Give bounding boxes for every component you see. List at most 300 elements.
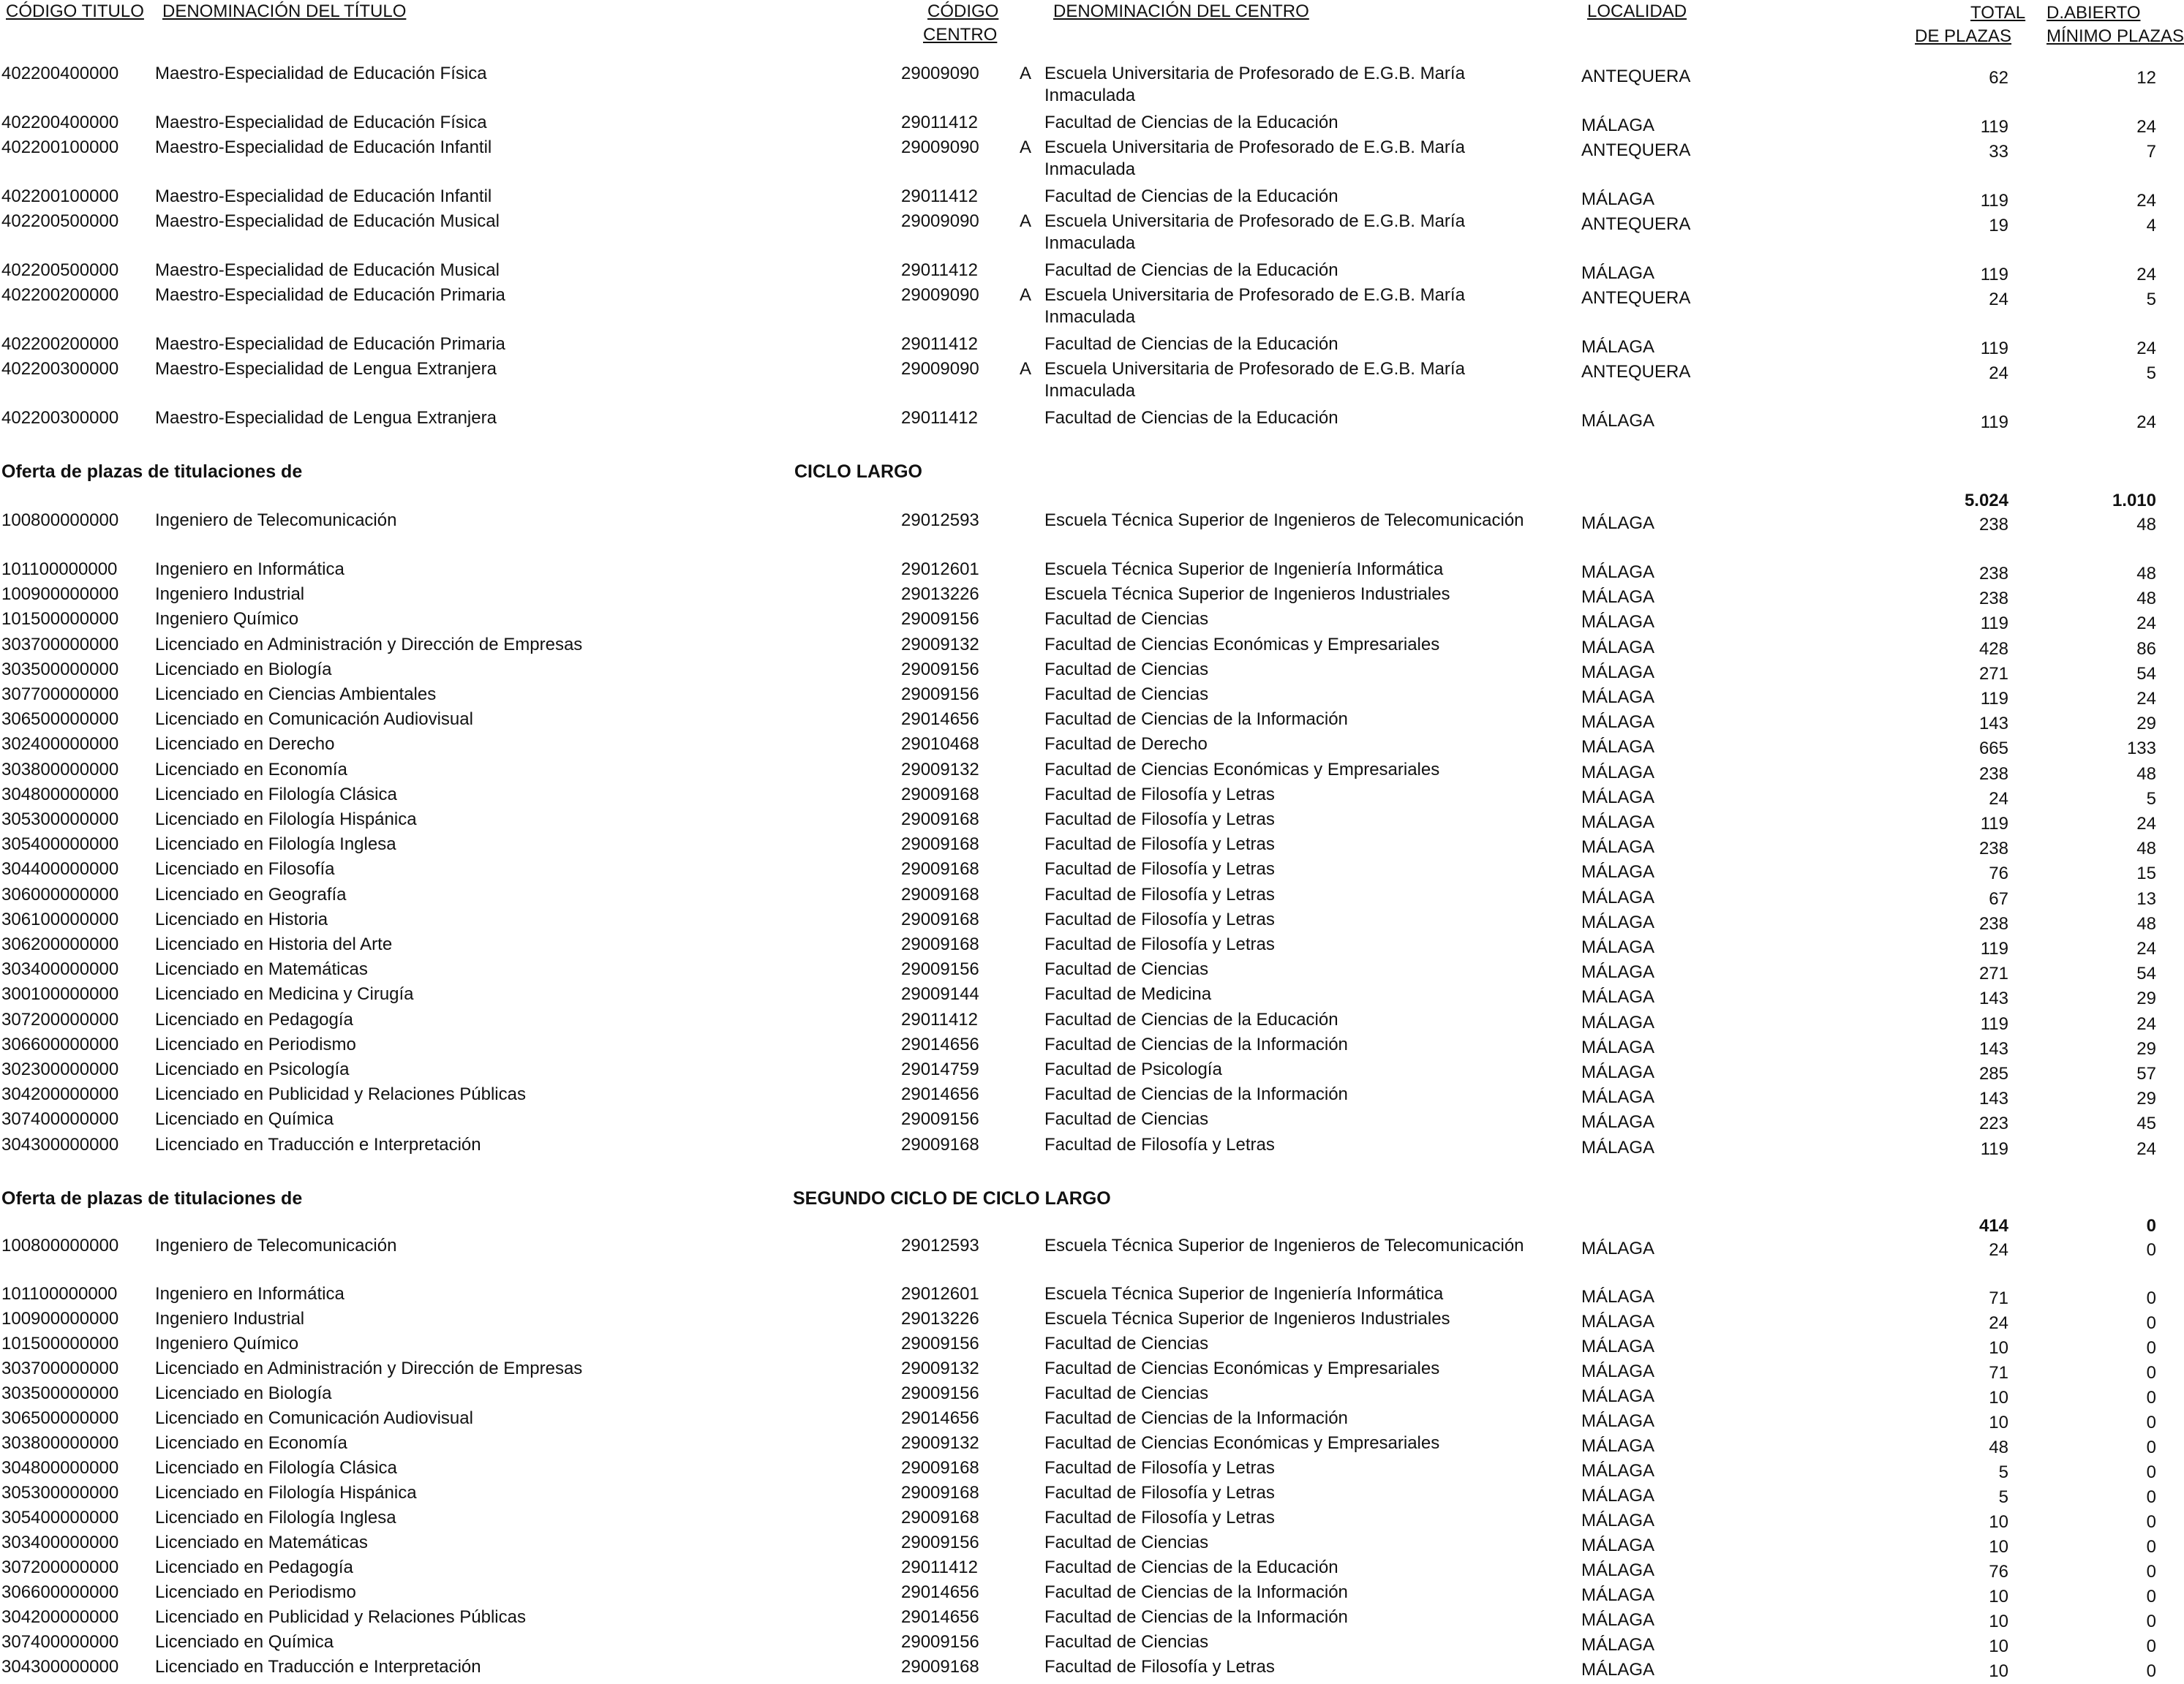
row-codigo-titulo: 402200300000 <box>1 359 119 379</box>
row-minimo-plazas: 0 <box>2146 1537 2156 1557</box>
row-total-plazas: 285 <box>1978 1064 2008 1084</box>
row-codigo-centro: 29011412 <box>901 186 978 206</box>
row-minimo-plazas: 13 <box>2136 888 2156 909</box>
row-denominacion-titulo: Licenciado en Filosofía <box>155 859 335 880</box>
row-codigo-centro: 29009090 <box>901 137 979 157</box>
row-denominacion-centro: Escuela Técnica Superior de Ingenieros de Telecomunicación <box>1044 510 1524 530</box>
row-minimo-plazas: 0 <box>2146 1562 2156 1582</box>
row-codigo-centro: 29012593 <box>901 1236 979 1256</box>
row-minimo-plazas: 29 <box>2136 1089 2156 1109</box>
row-minimo-plazas: 24 <box>2136 412 2156 432</box>
row-codigo-centro: 29014656 <box>901 1582 979 1602</box>
row-denominacion-titulo: Maestro-Especialidad de Educación Primaria <box>155 285 505 305</box>
header-dabierto-line1: D.ABIERTO <box>2046 3 2141 23</box>
row-minimo-plazas: 5 <box>2146 788 2156 809</box>
section-3-minimo-sum: 0 <box>2146 1216 2156 1236</box>
row-codigo-centro: 29009090 <box>901 359 979 379</box>
row-total-plazas: 10 <box>1989 1388 2008 1408</box>
row-denominacion-titulo: Licenciado en Publicidad y Relaciones Públicas <box>155 1607 526 1627</box>
row-codigo-titulo: 402200400000 <box>1 64 119 83</box>
row-denominacion-titulo: Licenciado en Traducción e Interpretación <box>155 1657 481 1677</box>
row-denominacion-centro: Escuela Técnica Superior de Ingeniería Informática <box>1044 1284 1444 1304</box>
row-total-plazas: 238 <box>1978 763 2008 784</box>
row-localidad: MÁLAGA <box>1581 263 1655 283</box>
row-denominacion-centro: Facultad de Ciencias Económicas y Empresariales <box>1044 1433 1440 1453</box>
row-codigo-titulo: 304200000000 <box>1 1084 119 1105</box>
row-denominacion-titulo: Licenciado en Biología <box>155 659 332 679</box>
row-codigo-titulo: 100900000000 <box>1 1309 119 1329</box>
row-codigo-titulo: 402200500000 <box>1 260 119 280</box>
section-3-type: SEGUNDO CICLO DE CICLO LARGO <box>793 1188 1111 1209</box>
row-minimo-plazas: 0 <box>2146 1636 2156 1656</box>
row-localidad: MÁLAGA <box>1581 1486 1655 1506</box>
row-codigo-centro: 29014656 <box>901 1607 979 1627</box>
row-codigo-titulo: 303700000000 <box>1 1359 119 1378</box>
row-total-plazas: 238 <box>1978 564 2008 584</box>
row-codigo-centro: 29014656 <box>901 709 979 730</box>
row-total-plazas: 143 <box>1978 1089 2008 1109</box>
row-total-plazas: 33 <box>1989 142 2008 162</box>
row-denominacion-titulo: Licenciado en Química <box>155 1632 334 1652</box>
row-codigo-titulo: 101100000000 <box>1 1284 118 1304</box>
row-denominacion-titulo: Maestro-Especialidad de Lengua Extranjera <box>155 359 497 379</box>
row-denominacion-titulo: Licenciado en Publicidad y Relaciones Públicas <box>155 1084 526 1105</box>
row-codigo-titulo: 305400000000 <box>1 834 119 855</box>
row-minimo-plazas: 54 <box>2136 663 2156 684</box>
row-codigo-centro: 29009156 <box>901 609 979 630</box>
row-denominacion-centro: Facultad de Ciencias de la Educación <box>1044 408 1338 428</box>
row-localidad: MÁLAGA <box>1581 1112 1655 1133</box>
row-denominacion-centro: Facultad de Filosofía y Letras <box>1044 1657 1275 1677</box>
row-minimo-plazas: 48 <box>2136 839 2156 859</box>
row-flag: A <box>1020 137 1032 157</box>
row-total-plazas: 10 <box>1989 1587 2008 1606</box>
row-denominacion-centro: Facultad de Ciencias de la Educación <box>1044 1557 1338 1577</box>
row-localidad: MÁLAGA <box>1581 1436 1655 1456</box>
row-denominacion-titulo: Licenciado en Traducción e Interpretación <box>155 1134 481 1155</box>
row-minimo-plazas: 54 <box>2136 964 2156 984</box>
row-minimo-plazas: 24 <box>2136 191 2156 211</box>
header-localidad: LOCALIDAD <box>1587 1 1687 21</box>
header-denominacion-titulo: DENOMINACIÓN DEL TÍTULO <box>162 1 407 21</box>
row-codigo-titulo: 306000000000 <box>1 884 119 905</box>
row-minimo-plazas: 0 <box>2146 1661 2156 1681</box>
row-denominacion-titulo: Licenciado en Derecho <box>155 734 335 755</box>
row-localidad: MÁLAGA <box>1581 1239 1655 1258</box>
row-denominacion-centro: Facultad de Ciencias <box>1044 959 1209 980</box>
row-codigo-titulo: 303800000000 <box>1 1433 119 1453</box>
row-denominacion-titulo: Maestro-Especialidad de Educación Musical <box>155 260 500 280</box>
row-minimo-plazas: 15 <box>2136 864 2156 884</box>
row-denominacion-titulo: Ingeniero de Telecomunicación <box>155 510 397 530</box>
row-denominacion-centro: Escuela Universitaria de Profesorado de E.G.B. María <box>1044 64 1465 83</box>
row-codigo-centro: 29010468 <box>901 734 979 755</box>
row-localidad: MÁLAGA <box>1581 1411 1655 1431</box>
row-codigo-centro: 29009156 <box>901 1334 979 1353</box>
row-total-plazas: 119 <box>1980 265 2008 284</box>
section-2-total-sum: 5.024 <box>1964 491 2008 510</box>
row-total-plazas: 67 <box>1989 888 2008 909</box>
row-denominacion-titulo: Licenciado en Periodismo <box>155 1034 356 1054</box>
row-minimo-plazas: 45 <box>2136 1114 2156 1134</box>
row-codigo-titulo: 303400000000 <box>1 1533 119 1552</box>
row-denominacion-titulo: Licenciado en Psicología <box>155 1060 350 1079</box>
row-codigo-titulo: 402200400000 <box>1 113 119 132</box>
row-localidad: MÁLAGA <box>1581 562 1655 582</box>
row-localidad: MÁLAGA <box>1581 587 1655 608</box>
row-denominacion-centro: Facultad de Ciencias <box>1044 609 1209 630</box>
row-localidad: MÁLAGA <box>1581 1287 1655 1307</box>
row-minimo-plazas: 24 <box>2136 613 2156 634</box>
row-total-plazas: 119 <box>1980 1139 2008 1159</box>
row-minimo-plazas: 48 <box>2136 763 2156 784</box>
row-codigo-titulo: 307400000000 <box>1 1109 119 1130</box>
row-denominacion-centro: Facultad de Filosofía y Letras <box>1044 1483 1275 1503</box>
row-localidad: ANTEQUERA <box>1581 288 1691 308</box>
row-total-plazas: 10 <box>1989 1413 2008 1432</box>
row-codigo-centro: 29009168 <box>901 1134 979 1155</box>
row-denominacion-titulo: Licenciado en Administración y Dirección de Empresas <box>155 634 583 654</box>
row-total-plazas: 24 <box>1989 1313 2008 1333</box>
row-codigo-centro: 29009168 <box>901 834 979 855</box>
row-denominacion-centro: Escuela Técnica Superior de Ingeniería Informática <box>1044 559 1444 579</box>
row-denominacion-titulo: Licenciado en Historia <box>155 909 328 929</box>
row-localidad: MÁLAGA <box>1581 687 1655 707</box>
row-codigo-centro: 29012593 <box>901 510 979 530</box>
row-codigo-centro: 29011412 <box>901 113 978 132</box>
row-denominacion-titulo: Licenciado en Economía <box>155 759 347 779</box>
row-localidad: MÁLAGA <box>1581 812 1655 832</box>
row-codigo-centro: 29014656 <box>901 1034 979 1054</box>
row-codigo-centro: 29009168 <box>901 1508 979 1528</box>
row-codigo-titulo: 302300000000 <box>1 1060 119 1079</box>
row-codigo-centro: 29009168 <box>901 1458 979 1478</box>
row-localidad: MÁLAGA <box>1581 1386 1655 1406</box>
header-codigo-centro-line1: CÓDIGO <box>927 1 999 21</box>
row-total-plazas: 5 <box>1998 1487 2008 1507</box>
row-denominacion-titulo: Ingeniero en Informática <box>155 559 344 579</box>
row-denominacion-titulo: Licenciado en Filología Clásica <box>155 784 397 804</box>
row-denominacion-centro: Facultad de Filosofía y Letras <box>1044 884 1275 905</box>
row-codigo-titulo: 307700000000 <box>1 684 119 704</box>
row-codigo-centro: 29009168 <box>901 809 979 829</box>
row-denominacion-titulo: Maestro-Especialidad de Educación Primaria <box>155 334 505 354</box>
row-minimo-plazas: 0 <box>2146 1288 2156 1308</box>
row-denominacion-centro: Facultad de Filosofía y Letras <box>1044 1508 1275 1528</box>
row-total-plazas: 143 <box>1978 1038 2008 1059</box>
row-total-plazas: 238 <box>1978 839 2008 859</box>
row-codigo-titulo: 306200000000 <box>1 934 119 954</box>
row-minimo-plazas: 0 <box>2146 1462 2156 1482</box>
row-denominacion-centro: Facultad de Ciencias <box>1044 1632 1209 1652</box>
row-codigo-titulo: 100800000000 <box>1 510 119 530</box>
row-codigo-titulo: 305300000000 <box>1 1483 119 1503</box>
row-codigo-titulo: 305300000000 <box>1 809 119 829</box>
row-denominacion-titulo: Licenciado en Matemáticas <box>155 959 368 980</box>
row-denominacion-centro: Escuela Universitaria de Profesorado de E.G.B. María <box>1044 211 1465 231</box>
row-codigo-centro: 29009132 <box>901 1433 979 1453</box>
row-codigo-titulo: 304300000000 <box>1 1657 119 1677</box>
section-2-type: CICLO LARGO <box>794 461 922 482</box>
row-codigo-centro: 29013226 <box>901 584 979 605</box>
row-codigo-centro: 29009156 <box>901 1109 979 1130</box>
row-total-plazas: 271 <box>1978 964 2008 984</box>
section-2-minimo-sum: 1.010 <box>2112 491 2156 510</box>
row-codigo-centro: 29009156 <box>901 659 979 679</box>
row-localidad: MÁLAGA <box>1581 1012 1655 1032</box>
row-denominacion-titulo: Ingeniero Industrial <box>155 584 305 605</box>
row-minimo-plazas: 4 <box>2146 216 2156 235</box>
row-denominacion-centro: Escuela Técnica Superior de Ingenieros de Telecomunicación <box>1044 1236 1524 1256</box>
section-3-total-sum: 414 <box>1978 1216 2008 1236</box>
row-localidad: MÁLAGA <box>1581 837 1655 858</box>
row-codigo-centro: 29014656 <box>901 1408 979 1428</box>
row-denominacion-titulo: Licenciado en Biología <box>155 1383 332 1403</box>
row-minimo-plazas: 5 <box>2146 363 2156 383</box>
row-codigo-titulo: 307200000000 <box>1 1009 119 1030</box>
row-codigo-titulo: 304200000000 <box>1 1607 119 1627</box>
row-codigo-titulo: 307200000000 <box>1 1557 119 1577</box>
row-denominacion-centro: Facultad de Ciencias Económicas y Empresariales <box>1044 759 1440 779</box>
row-minimo-plazas: 48 <box>2136 589 2156 609</box>
row-codigo-centro: 29011412 <box>901 1557 978 1577</box>
row-total-plazas: 76 <box>1989 1562 2008 1582</box>
row-denominacion-titulo: Maestro-Especialidad de Educación Física <box>155 113 487 132</box>
row-codigo-titulo: 307400000000 <box>1 1632 119 1652</box>
row-minimo-plazas: 0 <box>2146 1413 2156 1432</box>
row-localidad: MÁLAGA <box>1581 1536 1655 1555</box>
row-codigo-titulo: 101100000000 <box>1 559 118 579</box>
row-total-plazas: 119 <box>1980 613 2008 634</box>
row-codigo-titulo: 101500000000 <box>1 609 119 630</box>
row-codigo-centro: 29009156 <box>901 959 979 980</box>
row-denominacion-centro: Facultad de Medicina <box>1044 984 1212 1005</box>
section-3-label: Oferta de plazas de titulaciones de <box>1 1188 303 1209</box>
row-codigo-titulo: 306500000000 <box>1 1408 119 1428</box>
row-codigo-titulo: 305400000000 <box>1 1508 119 1528</box>
row-codigo-titulo: 100800000000 <box>1 1236 119 1256</box>
row-codigo-titulo: 303400000000 <box>1 959 119 980</box>
row-denominacion-titulo: Maestro-Especialidad de Educación Física <box>155 64 487 83</box>
row-localidad: MÁLAGA <box>1581 1337 1655 1356</box>
row-minimo-plazas: 24 <box>2136 1139 2156 1159</box>
row-denominacion-centro: Facultad de Ciencias de la Educación <box>1044 1009 1338 1030</box>
row-total-plazas: 71 <box>1989 1288 2008 1308</box>
row-codigo-centro: 29009168 <box>901 859 979 880</box>
row-minimo-plazas: 86 <box>2136 638 2156 659</box>
row-denominacion-centro: Escuela Técnica Superior de Ingenieros Industriales <box>1044 584 1450 605</box>
row-denominacion-centro: Facultad de Ciencias Económicas y Empresariales <box>1044 1359 1440 1378</box>
row-codigo-titulo: 402200200000 <box>1 334 119 354</box>
header-codigo-centro-line2: CENTRO <box>923 25 998 45</box>
row-localidad: ANTEQUERA <box>1581 214 1691 234</box>
row-codigo-centro: 29009090 <box>901 285 979 305</box>
row-codigo-titulo: 304400000000 <box>1 859 119 880</box>
row-codigo-centro: 29009168 <box>901 784 979 804</box>
row-localidad: MÁLAGA <box>1581 411 1655 431</box>
row-total-plazas: 119 <box>1980 412 2008 432</box>
row-minimo-plazas: 0 <box>2146 1438 2156 1457</box>
row-denominacion-centro: Facultad de Ciencias de la Información <box>1044 1408 1348 1428</box>
row-total-plazas: 119 <box>1980 814 2008 834</box>
row-denominacion-centro: Inmaculada <box>1044 307 1136 327</box>
row-localidad: ANTEQUERA <box>1581 362 1691 382</box>
row-total-plazas: 238 <box>1978 589 2008 609</box>
row-denominacion-titulo: Ingeniero Químico <box>155 609 299 630</box>
row-codigo-centro: 29012601 <box>901 1284 979 1304</box>
row-denominacion-centro: Facultad de Filosofía y Letras <box>1044 809 1275 829</box>
row-codigo-titulo: 304800000000 <box>1 1458 119 1478</box>
row-total-plazas: 428 <box>1978 638 2008 659</box>
row-total-plazas: 48 <box>1989 1438 2008 1457</box>
row-codigo-centro: 29009144 <box>901 984 979 1005</box>
row-denominacion-centro: Escuela Universitaria de Profesorado de E.G.B. María <box>1044 285 1465 305</box>
row-denominacion-titulo: Licenciado en Filología Inglesa <box>155 1508 396 1528</box>
row-denominacion-centro: Facultad de Ciencias <box>1044 659 1209 679</box>
row-minimo-plazas: 7 <box>2146 142 2156 162</box>
row-minimo-plazas: 0 <box>2146 1388 2156 1408</box>
row-denominacion-titulo: Licenciado en Economía <box>155 1433 347 1453</box>
row-minimo-plazas: 0 <box>2146 1240 2156 1260</box>
row-minimo-plazas: 29 <box>2136 989 2156 1009</box>
row-localidad: MÁLAGA <box>1581 1362 1655 1381</box>
row-minimo-plazas: 29 <box>2136 714 2156 734</box>
row-denominacion-centro: Facultad de Filosofía y Letras <box>1044 834 1275 855</box>
row-minimo-plazas: 24 <box>2136 814 2156 834</box>
row-codigo-centro: 29009168 <box>901 884 979 905</box>
row-codigo-centro: 29014759 <box>901 1060 979 1079</box>
row-total-plazas: 119 <box>1980 1013 2008 1034</box>
row-total-plazas: 223 <box>1978 1114 2008 1134</box>
row-localidad: MÁLAGA <box>1581 937 1655 957</box>
row-denominacion-centro: Facultad de Ciencias Económicas y Empresariales <box>1044 634 1440 654</box>
row-minimo-plazas: 0 <box>2146 1313 2156 1333</box>
row-localidad: MÁLAGA <box>1581 1312 1655 1332</box>
row-codigo-centro: 29014656 <box>901 1084 979 1105</box>
row-localidad: MÁLAGA <box>1581 612 1655 633</box>
row-total-plazas: 119 <box>1980 689 2008 709</box>
row-localidad: MÁLAGA <box>1581 1511 1655 1530</box>
row-localidad: MÁLAGA <box>1581 1660 1655 1680</box>
row-total-plazas: 665 <box>1978 739 2008 759</box>
row-denominacion-titulo: Ingeniero en Informática <box>155 1284 344 1304</box>
row-codigo-titulo: 306500000000 <box>1 709 119 730</box>
row-codigo-titulo: 303500000000 <box>1 1383 119 1403</box>
row-codigo-titulo: 402200200000 <box>1 285 119 305</box>
row-codigo-titulo: 100900000000 <box>1 584 119 605</box>
row-total-plazas: 10 <box>1989 1612 2008 1631</box>
row-codigo-centro: 29009156 <box>901 1632 979 1652</box>
row-localidad: MÁLAGA <box>1581 862 1655 883</box>
row-minimo-plazas: 24 <box>2136 265 2156 284</box>
row-codigo-centro: 29009156 <box>901 1383 979 1403</box>
row-codigo-centro: 29009168 <box>901 909 979 929</box>
row-denominacion-centro: Escuela Universitaria de Profesorado de E.G.B. María <box>1044 137 1465 157</box>
row-denominacion-centro: Inmaculada <box>1044 233 1136 253</box>
row-total-plazas: 62 <box>1989 68 2008 88</box>
row-localidad: MÁLAGA <box>1581 1585 1655 1605</box>
row-denominacion-centro: Facultad de Filosofía y Letras <box>1044 784 1275 804</box>
row-total-plazas: 119 <box>1980 117 2008 137</box>
row-denominacion-centro: Facultad de Ciencias de la Información <box>1044 709 1348 730</box>
row-denominacion-titulo: Maestro-Especialidad de Lengua Extranjera <box>155 408 497 428</box>
row-codigo-titulo: 303700000000 <box>1 634 119 654</box>
row-codigo-titulo: 304300000000 <box>1 1134 119 1155</box>
row-total-plazas: 10 <box>1989 1338 2008 1358</box>
row-codigo-centro: 29011412 <box>901 334 978 354</box>
row-total-plazas: 24 <box>1989 290 2008 309</box>
row-minimo-plazas: 12 <box>2136 68 2156 88</box>
row-minimo-plazas: 0 <box>2146 1612 2156 1631</box>
row-codigo-centro: 29009168 <box>901 1483 979 1503</box>
row-localidad: MÁLAGA <box>1581 712 1655 733</box>
row-denominacion-centro: Facultad de Ciencias de la Educación <box>1044 334 1338 354</box>
row-denominacion-centro: Facultad de Ciencias <box>1044 684 1209 704</box>
row-denominacion-centro: Facultad de Ciencias de la Información <box>1044 1582 1348 1602</box>
section-2-label: Oferta de plazas de titulaciones de <box>1 461 303 482</box>
row-denominacion-titulo: Maestro-Especialidad de Educación Infantil <box>155 137 492 157</box>
row-localidad: MÁLAGA <box>1581 116 1655 135</box>
row-codigo-centro: 29011412 <box>901 408 978 428</box>
row-denominacion-titulo: Licenciado en Filología Hispánica <box>155 809 417 829</box>
row-codigo-titulo: 300100000000 <box>1 984 119 1005</box>
row-minimo-plazas: 24 <box>2136 689 2156 709</box>
header-total-line1: TOTAL <box>1970 3 2026 23</box>
row-denominacion-centro: Facultad de Filosofía y Letras <box>1044 934 1275 954</box>
row-codigo-titulo: 302400000000 <box>1 734 119 755</box>
row-codigo-titulo: 306100000000 <box>1 909 119 929</box>
row-denominacion-centro: Facultad de Ciencias <box>1044 1109 1209 1130</box>
row-localidad: MÁLAGA <box>1581 1062 1655 1082</box>
row-codigo-titulo: 304800000000 <box>1 784 119 804</box>
row-codigo-centro: 29009090 <box>901 64 979 83</box>
row-denominacion-titulo: Ingeniero Industrial <box>155 1309 305 1329</box>
row-localidad: MÁLAGA <box>1581 662 1655 682</box>
row-denominacion-centro: Facultad de Filosofía y Letras <box>1044 1458 1275 1478</box>
row-codigo-centro: 29011412 <box>901 1009 978 1030</box>
row-codigo-centro: 29009168 <box>901 1657 979 1677</box>
row-total-plazas: 24 <box>1989 788 2008 809</box>
row-localidad: MÁLAGA <box>1581 1560 1655 1580</box>
row-localidad: MÁLAGA <box>1581 962 1655 983</box>
row-total-plazas: 119 <box>1980 339 2008 358</box>
row-denominacion-centro: Facultad de Derecho <box>1044 734 1208 755</box>
row-denominacion-titulo: Licenciado en Filología Inglesa <box>155 834 396 855</box>
row-localidad: MÁLAGA <box>1581 637 1655 657</box>
row-codigo-centro: 29012601 <box>901 559 979 579</box>
row-minimo-plazas: 0 <box>2146 1487 2156 1507</box>
row-denominacion-titulo: Licenciado en Geografía <box>155 884 347 905</box>
row-denominacion-centro: Facultad de Filosofía y Letras <box>1044 1134 1275 1155</box>
row-minimo-plazas: 48 <box>2136 564 2156 584</box>
row-total-plazas: 10 <box>1989 1661 2008 1681</box>
row-total-plazas: 10 <box>1989 1512 2008 1532</box>
row-denominacion-titulo: Licenciado en Ciencias Ambientales <box>155 684 437 704</box>
row-localidad: MÁLAGA <box>1581 912 1655 932</box>
row-denominacion-centro: Inmaculada <box>1044 159 1136 179</box>
row-codigo-titulo: 306600000000 <box>1 1582 119 1602</box>
row-minimo-plazas: 57 <box>2136 1064 2156 1084</box>
row-minimo-plazas: 0 <box>2146 1338 2156 1358</box>
row-denominacion-centro: Facultad de Ciencias <box>1044 1533 1209 1552</box>
row-codigo-centro: 29009156 <box>901 1533 979 1552</box>
row-minimo-plazas: 0 <box>2146 1587 2156 1606</box>
row-denominacion-centro: Facultad de Ciencias de la Información <box>1044 1034 1348 1054</box>
row-denominacion-centro: Facultad de Ciencias de la Información <box>1044 1607 1348 1627</box>
row-localidad: MÁLAGA <box>1581 1087 1655 1108</box>
row-flag: A <box>1020 285 1032 305</box>
row-total-plazas: 238 <box>1978 515 2008 535</box>
